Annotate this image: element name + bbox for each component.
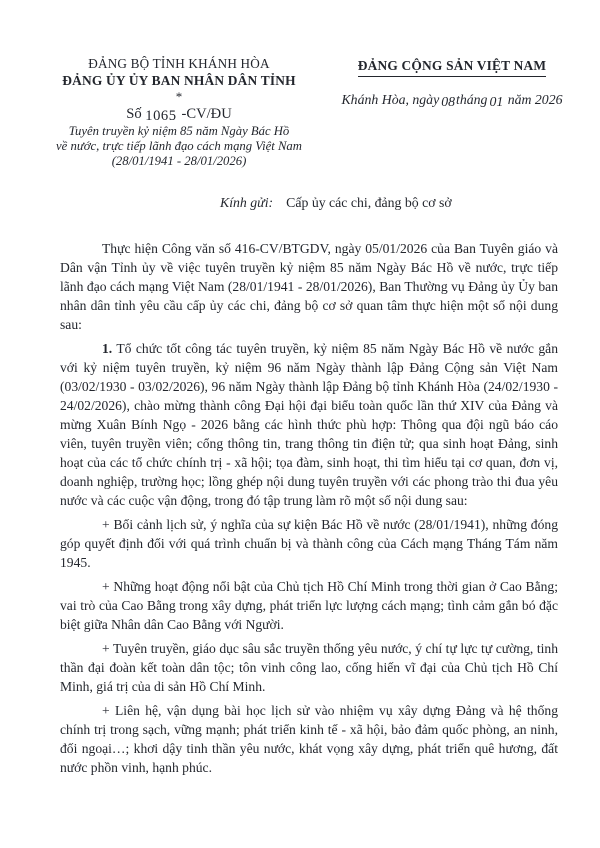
doc-subject-line-2: về nước, trực tiếp lãnh đạo cách mạng Việt Nam	[56, 138, 302, 153]
date-month-value: 01	[489, 94, 504, 109]
salutation-recipient: Cấp ủy các chi, đảng bộ cơ sở	[286, 195, 452, 211]
doc-subject-line-1: Tuyên truyền kỷ niệm 85 năm Ngày Bác Hồ	[68, 124, 290, 138]
paragraph-intro: Thực hiện Công văn số 416-CV/BTGDV, ngày 05/01/2026 của Ban Tuyên giáo và Dân vận Tỉnh ủy về việc tuyên truyền kỷ niệm 85 năm Ngày Bác Hồ về nước, trực tiếp lãnh đạo cách mạng Việt Nam (28/01/1941 - 28/01/2026), Ban Thường vụ Đảng ủy Ủy ban nhân dân tỉnh yêu cầu cấp ủy các chi, đảng bộ cơ sở quan tâm thực hiện một số nội dung sau:	[60, 241, 558, 333]
org-name: ĐẢNG ỦY ỦY BAN NHÂN DÂN TỈNH	[62, 73, 296, 88]
bullet-paragraph-2: + Những hoạt động nổi bật của Chủ tịch Hồ Chí Minh trong thời gian ở Cao Bằng; vai trò của Cao Bằng trong xây dựng, phát triển lực lượng cách mạng; tình cảm gắn bó đặc biệt giữa Nhân dân Cao Bằng với Người.	[60, 579, 558, 633]
date-month-label: tháng	[456, 92, 488, 107]
document-body	[60, 239, 558, 777]
date-place-prefix: Khánh Hòa, ngày	[341, 92, 440, 107]
salutation-label: Kính gửi:	[220, 195, 274, 211]
party-name: ĐẢNG CỘNG SẢN VIỆT NAM	[358, 58, 546, 77]
star-separator: *	[175, 89, 183, 104]
doc-number-line	[28, 105, 330, 124]
date-year-part: năm 2026	[507, 92, 563, 107]
bullet-paragraph-4: + Liên hệ, vận dụng bài học lịch sử vào nhiệm vụ xây dựng Đảng và hệ thống chính trị trong sạch, vững mạnh; phát triển kinh tế - xã hội, bảo đảm quốc phòng, an ninh, đối ngoại…; khơi dậy tinh thần yêu nước, khát vọng xây dựng, phát triển quê hương, đất nước phồn vinh, hạnh phúc.	[60, 703, 558, 776]
org-parent-name: ĐẢNG BỘ TỈNH KHÁNH HÒA	[88, 56, 270, 71]
paragraph-item-1	[60, 339, 558, 510]
party-header-block	[336, 56, 568, 108]
item-1-number: 1.	[102, 341, 113, 357]
bullet-paragraph-3: + Tuyên truyền, giáo dục sâu sắc truyền thống yêu nước, ý chí tự lực tự cường, tinh thần đại đoàn kết toàn dân tộc; tôn vinh công lao, cống hiến vĩ đại của Chủ tịch Hồ Chí Minh, giá trị của di sản Hồ Chí Minh.	[60, 641, 558, 695]
doc-subject-line-3: (28/01/1941 - 28/01/2026)	[111, 153, 247, 168]
date-day-value: 08	[441, 94, 456, 109]
document-header	[0, 56, 600, 168]
salutation-line	[220, 194, 600, 212]
issuing-org-block	[28, 56, 330, 168]
doc-number-suffix: -CV/ĐU	[181, 106, 232, 122]
item-1-text: Tổ chức tốt công tác tuyên truyền, kỷ niệm 85 năm Ngày Bác Hồ về nước gắn với kỷ niệm tuyên truyền, kỷ niệm 96 năm Ngày thành lập Đảng Cộng sản Việt Nam (03/02/1930 - 03/02/2026), 96 năm Ngày thành lập Đảng bộ tỉnh Khánh Hòa (24/02/1930 - 24/02/2026), chào mừng thành công Đại hội đại biểu toàn quốc lần thứ XIV của Đảng và mừng Xuân Bính Ngọ - 2026 bằng các hình thức phù hợp: Thông qua đội ngũ báo cáo viên, tuyên truyền viên; cổng thông tin, trang thông tin điện tử; qua sinh hoạt Đảng, sinh hoạt của các tổ chức chính trị - xã hội; tọa đàm, sinh hoạt, thi tìm hiểu tại cơ quan, đơn vị, doanh nghiệp, trường học; lồng ghép nội dung tuyên truyền với các phong trào thi đua yêu nước và các cuộc vận động, trong đó tập trung làm rõ một số nội dung sau:	[60, 341, 558, 509]
date-line	[336, 91, 568, 108]
doc-number-prefix: Số	[126, 106, 142, 122]
doc-number-value: 1065	[145, 108, 177, 124]
bullet-paragraph-1: + Bối cảnh lịch sử, ý nghĩa của sự kiện Bác Hồ về nước (28/01/1941), những đóng góp quyết định đối với quá trình chuẩn bị và thành công của Cách mạng Tháng Tám năm 1945.	[60, 517, 558, 571]
